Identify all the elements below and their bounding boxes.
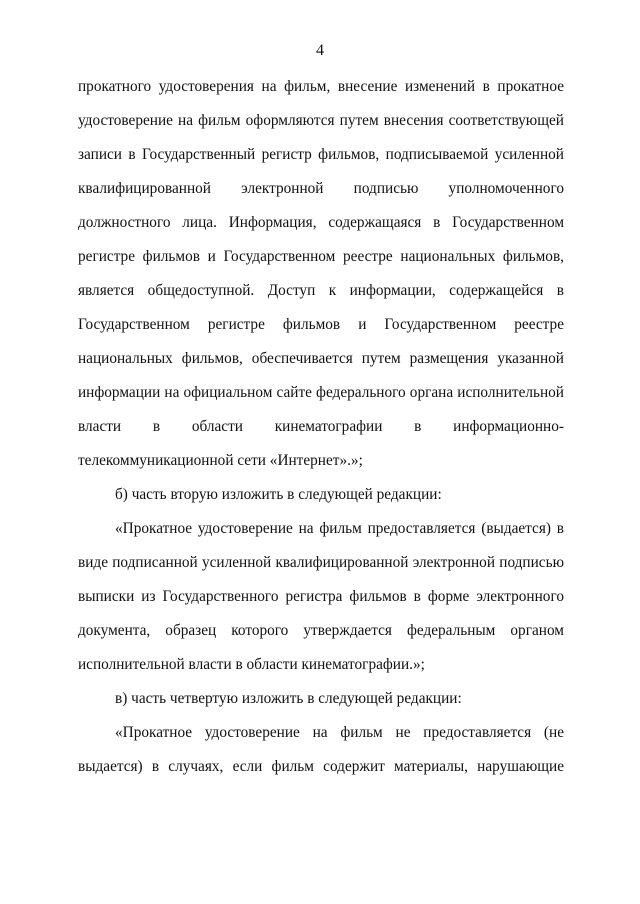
text-line: выдается) в случаях, если фильм содержит материалы, нарушающие [78,758,564,775]
text-line: в) часть четвертую изложить в следующей редакции: [115,690,462,707]
text-line: «Прокатное удостоверение на фильм не предоставляется (не [115,724,564,741]
page-number: 4 [316,42,324,59]
text-line: власти в области кинематографии в информационно- [78,418,564,435]
text-line: б) часть вторую изложить в следующей редакции: [115,486,442,503]
text-line: записи в Государственный регистр фильмов, подписываемой усиленной [78,146,564,163]
text-line: телекоммуникационной сети «Интернет».»; [78,452,363,469]
text-line: выписки из Государственного регистра фильмов в форме электронного [78,588,564,605]
text-line: виде подписанной усиленной квалифицированной электронной подписью [78,554,564,571]
text-line: является общедоступной. Доступ к информации, содержащейся в [78,282,564,299]
text-line: исполнительной власти в области кинематографии.»; [78,656,425,673]
text-line: Государственном регистре фильмов и Государственном реестре [78,316,564,333]
text-line: прокатного удостоверения на фильм, внесение изменений в прокатное [78,78,564,95]
text-line: квалифицированной электронной подписью уполномоченного [78,180,564,197]
text-line: удостоверение на фильм оформляются путем внесения соответствующей [78,112,564,129]
text-line: должностного лица. Информация, содержащаяся в Государственном [78,214,564,231]
document-body [78,77,564,791]
text-line: регистре фильмов и Государственном реестре национальных фильмов, [78,248,564,265]
text-line: информации на официальном сайте федерального органа исполнительной [78,384,564,401]
text-line: «Прокатное удостоверение на фильм предоставляется (выдается) в [115,520,564,537]
text-line: документа, образец которого утверждается федеральным органом [78,622,564,639]
text-line: национальных фильмов, обеспечивается путем размещения указанной [78,350,564,367]
